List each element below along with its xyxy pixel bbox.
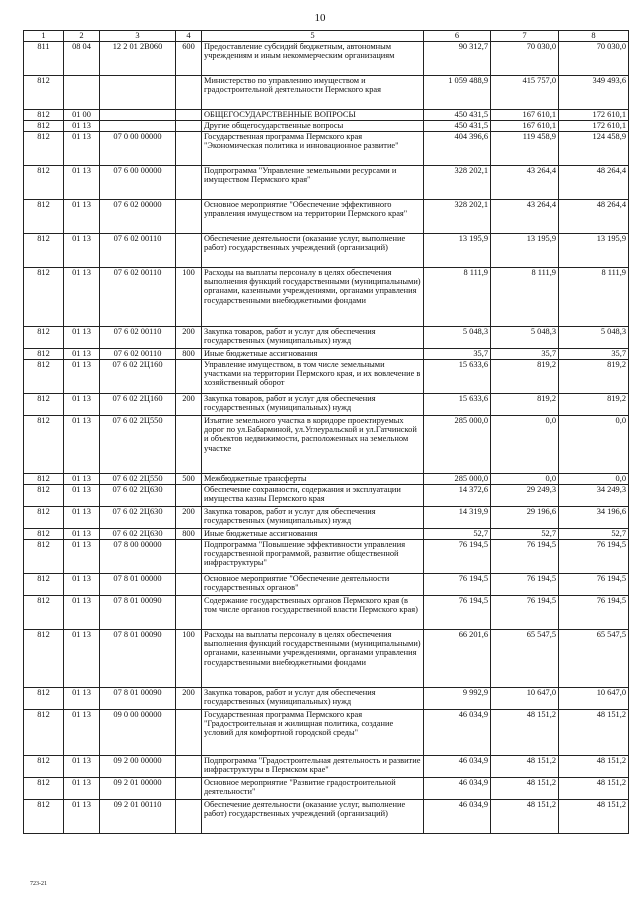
cell-amount-2: 48 151,2 xyxy=(491,709,559,755)
cell-amount-3: 819,2 xyxy=(559,359,629,393)
cell-amount-3: 124 458,9 xyxy=(559,131,629,165)
cell-expense-type xyxy=(176,415,202,473)
cell-name: Другие общегосударственные вопросы xyxy=(202,120,424,131)
cell-admin-code: 812 xyxy=(24,777,64,799)
cell-amount-2: 8 111,9 xyxy=(491,267,559,326)
cell-amount-1: 46 034,9 xyxy=(424,755,491,777)
cell-amount-1: 9 992,9 xyxy=(424,687,491,709)
cell-admin-code: 812 xyxy=(24,506,64,528)
budget-table xyxy=(23,30,629,834)
cell-section: 01 13 xyxy=(64,199,100,233)
cell-name: Содержание государственных органов Пермского края (в том числе органов государственной власти Пермского края) xyxy=(202,595,424,629)
cell-name: Обеспечение сохранности, содержания и эксплуатации имущества казны Пермского края xyxy=(202,484,424,506)
cell-amount-3: 48 151,2 xyxy=(559,777,629,799)
table-row xyxy=(24,131,629,165)
table-row xyxy=(24,528,629,539)
cell-target-code: 07 6 02 2Ц630 xyxy=(100,506,176,528)
header-row xyxy=(24,31,629,42)
cell-admin-code: 812 xyxy=(24,629,64,687)
cell-amount-2: 76 194,5 xyxy=(491,573,559,595)
cell-amount-3: 48 151,2 xyxy=(559,755,629,777)
cell-amount-2: 0,0 xyxy=(491,415,559,473)
cell-target-code: 09 2 01 00110 xyxy=(100,799,176,833)
cell-amount-1: 76 194,5 xyxy=(424,595,491,629)
cell-target-code xyxy=(100,109,176,120)
cell-section: 01 13 xyxy=(64,267,100,326)
table-row xyxy=(24,359,629,393)
cell-section: 01 13 xyxy=(64,528,100,539)
cell-section: 01 13 xyxy=(64,165,100,199)
cell-expense-type xyxy=(176,595,202,629)
cell-amount-1: 1 059 488,9 xyxy=(424,75,491,109)
cell-expense-type xyxy=(176,539,202,573)
table-row xyxy=(24,233,629,267)
cell-section: 01 13 xyxy=(64,755,100,777)
table-row xyxy=(24,75,629,109)
cell-name: Закупка товаров, работ и услуг для обеспечения государственных (муниципальных) нужд xyxy=(202,506,424,528)
cell-expense-type xyxy=(176,573,202,595)
column-header: 8 xyxy=(559,31,629,42)
cell-amount-3: 70 030,0 xyxy=(559,41,629,75)
cell-name: Подпрограмма "Управление земельными ресурсами и имуществом Пермского края" xyxy=(202,165,424,199)
cell-target-code: 07 8 00 00000 xyxy=(100,539,176,573)
cell-amount-2: 5 048,3 xyxy=(491,326,559,348)
cell-name: Министерство по управлению имуществом и градостроительной деятельности Пермского края xyxy=(202,75,424,109)
cell-amount-2: 167 610,1 xyxy=(491,109,559,120)
cell-name: Расходы на выплаты персоналу в целях обеспечения выполнения функций государственными (муниципальными) органами, казенными учреждениями, органами управления государственными внебюджетными фондами xyxy=(202,629,424,687)
cell-amount-2: 48 151,2 xyxy=(491,777,559,799)
cell-amount-2: 43 264,4 xyxy=(491,165,559,199)
cell-section: 01 00 xyxy=(64,109,100,120)
cell-section: 01 13 xyxy=(64,539,100,573)
cell-expense-type xyxy=(176,120,202,131)
cell-amount-1: 90 312,7 xyxy=(424,41,491,75)
column-header: 5 xyxy=(202,31,424,42)
cell-section xyxy=(64,75,100,109)
cell-admin-code: 812 xyxy=(24,199,64,233)
cell-name: Изъятие земельного участка в коридоре проектируемых дорог по ул.Бабарминой, ул.Углеуральской и ул.Гатчинской и объектов недвижимости, расположенных на земельном участке xyxy=(202,415,424,473)
cell-name: Закупка товаров, работ и услуг для обеспечения государственных (муниципальных) нужд xyxy=(202,326,424,348)
cell-amount-3: 819,2 xyxy=(559,393,629,415)
cell-section: 01 13 xyxy=(64,233,100,267)
cell-target-code: 07 6 02 00110 xyxy=(100,267,176,326)
cell-section: 01 13 xyxy=(64,799,100,833)
cell-amount-3: 0,0 xyxy=(559,415,629,473)
cell-target-code: 07 6 02 00110 xyxy=(100,348,176,359)
cell-admin-code: 812 xyxy=(24,75,64,109)
column-header: 2 xyxy=(64,31,100,42)
cell-amount-2: 76 194,5 xyxy=(491,595,559,629)
table-row xyxy=(24,393,629,415)
cell-amount-2: 29 249,3 xyxy=(491,484,559,506)
cell-section: 01 13 xyxy=(64,687,100,709)
cell-section: 01 13 xyxy=(64,595,100,629)
cell-amount-3: 5 048,3 xyxy=(559,326,629,348)
cell-expense-type xyxy=(176,233,202,267)
footer-code: 723-21 xyxy=(30,881,47,887)
cell-amount-3: 8 111,9 xyxy=(559,267,629,326)
cell-target-code: 07 6 02 00000 xyxy=(100,199,176,233)
cell-admin-code: 812 xyxy=(24,393,64,415)
cell-name: Предоставление субсидий бюджетным, автономным учреждениям и иным некоммерческим организациям xyxy=(202,41,424,75)
cell-name: Межбюджетные трансферты xyxy=(202,473,424,484)
cell-amount-3: 10 647,0 xyxy=(559,687,629,709)
table-row xyxy=(24,267,629,326)
cell-name: Иные бюджетные ассигнования xyxy=(202,348,424,359)
cell-name: Обеспечение деятельности (оказание услуг, выполнение работ) государственных учреждений (организаций) xyxy=(202,233,424,267)
cell-name: Государственная программа Пермского края "Градостроительная и жилищная политика, создание условий для комфортной городской среды" xyxy=(202,709,424,755)
cell-target-code: 07 8 01 00090 xyxy=(100,687,176,709)
cell-amount-1: 285 000,0 xyxy=(424,415,491,473)
cell-amount-3: 52,7 xyxy=(559,528,629,539)
cell-expense-type xyxy=(176,75,202,109)
cell-amount-3: 34 249,3 xyxy=(559,484,629,506)
cell-name: Основное мероприятие "Развитие градостроительной деятельности" xyxy=(202,777,424,799)
column-header: 3 xyxy=(100,31,176,42)
column-header: 7 xyxy=(491,31,559,42)
cell-target-code: 09 0 00 00000 xyxy=(100,709,176,755)
cell-admin-code: 812 xyxy=(24,539,64,573)
cell-target-code: 07 6 02 2Ц550 xyxy=(100,415,176,473)
cell-expense-type xyxy=(176,484,202,506)
cell-target-code: 12 2 01 2B060 xyxy=(100,41,176,75)
table-row xyxy=(24,165,629,199)
cell-target-code: 07 6 02 2Ц550 xyxy=(100,473,176,484)
table-row xyxy=(24,506,629,528)
table-row xyxy=(24,41,629,75)
cell-amount-3: 48 264,4 xyxy=(559,165,629,199)
cell-expense-type: 200 xyxy=(176,687,202,709)
cell-amount-2: 167 610,1 xyxy=(491,120,559,131)
cell-amount-2: 819,2 xyxy=(491,393,559,415)
cell-target-code: 07 8 01 00090 xyxy=(100,595,176,629)
cell-amount-1: 14 372,6 xyxy=(424,484,491,506)
table-row xyxy=(24,539,629,573)
cell-amount-3: 76 194,5 xyxy=(559,539,629,573)
cell-expense-type: 200 xyxy=(176,393,202,415)
cell-name: Подпрограмма "Градостроительная деятельность и развитие инфраструктуры в Пермском крае" xyxy=(202,755,424,777)
cell-expense-type xyxy=(176,359,202,393)
cell-expense-type: 500 xyxy=(176,473,202,484)
cell-name: ОБЩЕГОСУДАРСТВЕННЫЕ ВОПРОСЫ xyxy=(202,109,424,120)
cell-amount-2: 48 151,2 xyxy=(491,755,559,777)
cell-section: 01 13 xyxy=(64,359,100,393)
table-row xyxy=(24,348,629,359)
cell-section: 01 13 xyxy=(64,709,100,755)
cell-admin-code: 812 xyxy=(24,755,64,777)
cell-amount-1: 285 000,0 xyxy=(424,473,491,484)
cell-name: Закупка товаров, работ и услуг для обеспечения государственных (муниципальных) нужд xyxy=(202,393,424,415)
cell-amount-2: 119 458,9 xyxy=(491,131,559,165)
cell-amount-1: 15 633,6 xyxy=(424,393,491,415)
cell-admin-code: 812 xyxy=(24,233,64,267)
cell-amount-2: 13 195,9 xyxy=(491,233,559,267)
cell-expense-type: 200 xyxy=(176,326,202,348)
cell-amount-1: 404 396,6 xyxy=(424,131,491,165)
cell-name: Расходы на выплаты персоналу в целях обеспечения выполнения функций государственными (муниципальными) органами, казенными учреждениями, органами управления государственными внебюджетными фондами xyxy=(202,267,424,326)
cell-expense-type xyxy=(176,755,202,777)
cell-amount-1: 328 202,1 xyxy=(424,199,491,233)
page-number: 10 xyxy=(314,12,326,24)
cell-section: 01 13 xyxy=(64,120,100,131)
table-row xyxy=(24,687,629,709)
cell-amount-2: 415 757,0 xyxy=(491,75,559,109)
cell-target-code: 07 6 00 00000 xyxy=(100,165,176,199)
cell-name: Подпрограмма "Повышение эффективности управления государственной программой, развитие общественной инфраструктуры" xyxy=(202,539,424,573)
cell-expense-type xyxy=(176,199,202,233)
cell-amount-2: 65 547,5 xyxy=(491,629,559,687)
cell-amount-2: 43 264,4 xyxy=(491,199,559,233)
cell-name: Закупка товаров, работ и услуг для обеспечения государственных (муниципальных) нужд xyxy=(202,687,424,709)
cell-admin-code: 812 xyxy=(24,415,64,473)
cell-name: Обеспечение деятельности (оказание услуг, выполнение работ) государственных учреждений (организаций) xyxy=(202,799,424,833)
cell-amount-3: 48 264,4 xyxy=(559,199,629,233)
cell-expense-type xyxy=(176,109,202,120)
cell-amount-3: 76 194,5 xyxy=(559,595,629,629)
cell-admin-code: 812 xyxy=(24,120,64,131)
cell-amount-1: 14 319,9 xyxy=(424,506,491,528)
column-header: 4 xyxy=(176,31,202,42)
cell-target-code xyxy=(100,75,176,109)
cell-admin-code: 812 xyxy=(24,573,64,595)
cell-target-code: 07 0 00 00000 xyxy=(100,131,176,165)
cell-admin-code: 812 xyxy=(24,165,64,199)
cell-section: 01 13 xyxy=(64,131,100,165)
cell-amount-1: 35,7 xyxy=(424,348,491,359)
cell-admin-code: 812 xyxy=(24,799,64,833)
cell-section: 01 13 xyxy=(64,326,100,348)
cell-amount-1: 52,7 xyxy=(424,528,491,539)
cell-section: 01 13 xyxy=(64,506,100,528)
cell-amount-2: 70 030,0 xyxy=(491,41,559,75)
cell-amount-2: 48 151,2 xyxy=(491,799,559,833)
cell-target-code: 07 6 02 2Ц630 xyxy=(100,484,176,506)
cell-amount-2: 10 647,0 xyxy=(491,687,559,709)
cell-section: 01 13 xyxy=(64,573,100,595)
cell-admin-code: 812 xyxy=(24,528,64,539)
cell-section: 01 13 xyxy=(64,777,100,799)
column-header: 1 xyxy=(24,31,64,42)
cell-expense-type: 800 xyxy=(176,348,202,359)
column-header: 6 xyxy=(424,31,491,42)
cell-section: 01 13 xyxy=(64,629,100,687)
cell-admin-code: 812 xyxy=(24,359,64,393)
cell-section: 01 13 xyxy=(64,484,100,506)
cell-amount-1: 46 034,9 xyxy=(424,799,491,833)
cell-section: 01 13 xyxy=(64,393,100,415)
cell-amount-1: 450 431,5 xyxy=(424,109,491,120)
cell-expense-type xyxy=(176,709,202,755)
cell-amount-1: 450 431,5 xyxy=(424,120,491,131)
table-row xyxy=(24,595,629,629)
cell-amount-1: 328 202,1 xyxy=(424,165,491,199)
cell-name: Государственная программа Пермского края "Экономическая политика и инновационное развитие" xyxy=(202,131,424,165)
cell-amount-1: 5 048,3 xyxy=(424,326,491,348)
table-row xyxy=(24,755,629,777)
cell-expense-type xyxy=(176,799,202,833)
cell-amount-1: 76 194,5 xyxy=(424,573,491,595)
cell-expense-type: 200 xyxy=(176,506,202,528)
cell-target-code: 09 2 00 00000 xyxy=(100,755,176,777)
cell-expense-type: 800 xyxy=(176,528,202,539)
cell-amount-1: 13 195,9 xyxy=(424,233,491,267)
cell-target-code: 07 6 02 2Ц160 xyxy=(100,393,176,415)
cell-amount-1: 66 201,6 xyxy=(424,629,491,687)
cell-name: Основное мероприятие "Обеспечение деятельности государственных органов" xyxy=(202,573,424,595)
table-row xyxy=(24,326,629,348)
cell-admin-code: 811 xyxy=(24,41,64,75)
cell-expense-type xyxy=(176,165,202,199)
cell-amount-3: 48 151,2 xyxy=(559,709,629,755)
cell-amount-3: 65 547,5 xyxy=(559,629,629,687)
cell-admin-code: 812 xyxy=(24,709,64,755)
cell-amount-2: 52,7 xyxy=(491,528,559,539)
cell-amount-1: 46 034,9 xyxy=(424,777,491,799)
cell-target-code: 07 8 01 00090 xyxy=(100,629,176,687)
cell-amount-1: 8 111,9 xyxy=(424,267,491,326)
cell-amount-3: 34 196,6 xyxy=(559,506,629,528)
table-row xyxy=(24,709,629,755)
cell-expense-type: 100 xyxy=(176,629,202,687)
cell-admin-code: 812 xyxy=(24,326,64,348)
table-row xyxy=(24,484,629,506)
table-row xyxy=(24,415,629,473)
cell-target-code: 07 8 01 00000 xyxy=(100,573,176,595)
cell-admin-code: 812 xyxy=(24,687,64,709)
table-row xyxy=(24,109,629,120)
cell-amount-2: 76 194,5 xyxy=(491,539,559,573)
cell-section: 01 13 xyxy=(64,415,100,473)
cell-amount-2: 819,2 xyxy=(491,359,559,393)
cell-name: Иные бюджетные ассигнования xyxy=(202,528,424,539)
table-row xyxy=(24,799,629,833)
cell-amount-3: 48 151,2 xyxy=(559,799,629,833)
cell-amount-3: 35,7 xyxy=(559,348,629,359)
table-row xyxy=(24,629,629,687)
cell-target-code xyxy=(100,120,176,131)
cell-expense-type xyxy=(176,777,202,799)
cell-target-code: 07 6 02 2Ц630 xyxy=(100,528,176,539)
cell-amount-3: 172 610,1 xyxy=(559,120,629,131)
table-row xyxy=(24,777,629,799)
cell-target-code: 07 6 02 2Ц160 xyxy=(100,359,176,393)
cell-target-code: 07 6 02 00110 xyxy=(100,233,176,267)
cell-expense-type: 600 xyxy=(176,41,202,75)
cell-amount-2: 35,7 xyxy=(491,348,559,359)
cell-admin-code: 812 xyxy=(24,484,64,506)
cell-expense-type xyxy=(176,131,202,165)
cell-amount-3: 349 493,6 xyxy=(559,75,629,109)
table-row xyxy=(24,199,629,233)
cell-section: 01 13 xyxy=(64,348,100,359)
cell-amount-3: 76 194,5 xyxy=(559,573,629,595)
cell-admin-code: 812 xyxy=(24,267,64,326)
cell-amount-1: 46 034,9 xyxy=(424,709,491,755)
cell-admin-code: 812 xyxy=(24,473,64,484)
cell-amount-3: 172 610,1 xyxy=(559,109,629,120)
cell-admin-code: 812 xyxy=(24,348,64,359)
cell-name: Основное мероприятие "Обеспечение эффективного управления имуществом на территории Пермского края" xyxy=(202,199,424,233)
cell-amount-3: 13 195,9 xyxy=(559,233,629,267)
cell-target-code: 09 2 01 00000 xyxy=(100,777,176,799)
cell-target-code: 07 6 02 00110 xyxy=(100,326,176,348)
cell-admin-code: 812 xyxy=(24,595,64,629)
cell-amount-2: 29 196,6 xyxy=(491,506,559,528)
cell-admin-code: 812 xyxy=(24,131,64,165)
cell-amount-1: 15 633,6 xyxy=(424,359,491,393)
cell-section: 08 04 xyxy=(64,41,100,75)
cell-amount-2: 0,0 xyxy=(491,473,559,484)
cell-name: Управление имуществом, в том числе земельными участками на территории Пермского края, и их вовлечение в хозяйственный оборот xyxy=(202,359,424,393)
cell-section: 01 13 xyxy=(64,473,100,484)
table-row xyxy=(24,473,629,484)
cell-amount-1: 76 194,5 xyxy=(424,539,491,573)
table-row xyxy=(24,573,629,595)
cell-admin-code: 812 xyxy=(24,109,64,120)
cell-expense-type: 100 xyxy=(176,267,202,326)
cell-amount-3: 0,0 xyxy=(559,473,629,484)
table-row xyxy=(24,120,629,131)
